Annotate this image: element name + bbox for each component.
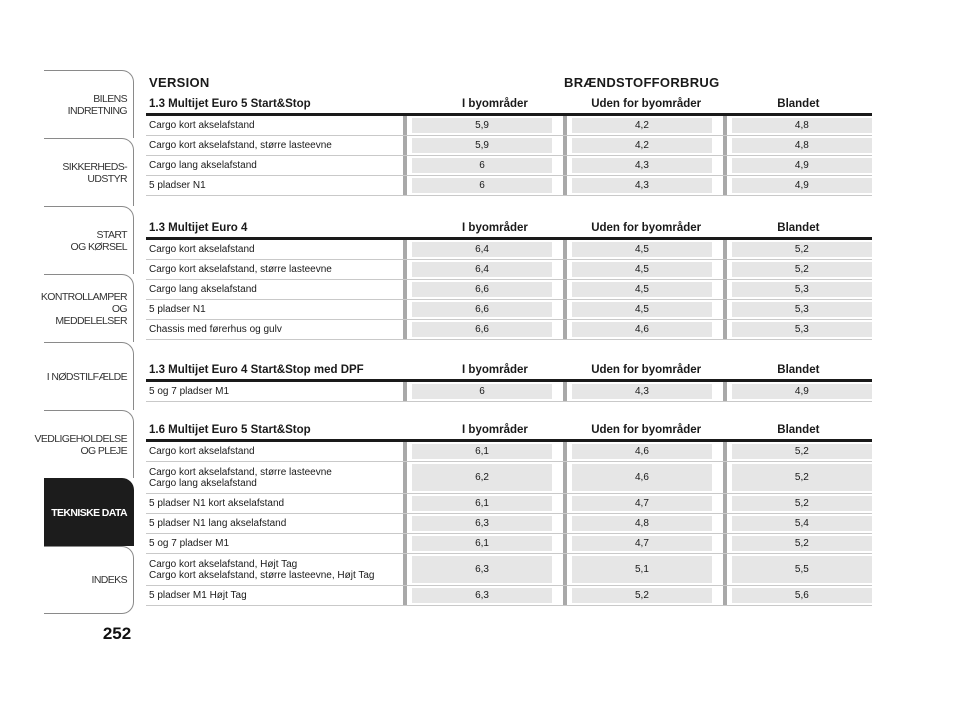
row-label: 5 pladser N1 kort akselafstand: [149, 498, 285, 509]
row-label: Cargo kort akselafstand: [149, 446, 255, 457]
combined-value: 4,8: [732, 118, 872, 133]
table-row: [146, 554, 872, 586]
tab-label: KONTROLLAMPER OG MEDDELELSER: [40, 290, 127, 327]
tab-label: VEDLIGEHOLDELSE OG PLEJE: [34, 432, 127, 457]
combined-value: 4,9: [732, 384, 872, 399]
extra-urban-value: 4,5: [572, 262, 712, 277]
extra-urban-value: 4,8: [572, 516, 712, 531]
city-value: 6: [412, 158, 552, 173]
cell-gap: [552, 260, 563, 279]
table-row: [146, 320, 872, 340]
cell-gap: [712, 280, 723, 299]
cell-gap: [712, 240, 723, 259]
tab-label: I NØDSTILFÆLDE: [46, 370, 127, 383]
cell-gap: [712, 300, 723, 319]
city-value: 6: [412, 384, 552, 399]
cell-gap: [712, 156, 723, 175]
row-label: 5 pladser M1 Højt Tag: [149, 590, 247, 601]
city-value: 6,6: [412, 282, 552, 297]
cell-gap: [552, 534, 563, 553]
row-label: Cargo kort akselafstand, større lasteevne: [149, 140, 332, 151]
row-label: 5 pladser N1: [149, 180, 206, 191]
section-header: [146, 218, 872, 240]
extra-urban-value: 4,3: [572, 178, 712, 193]
row-label: Cargo kort akselafstand, større lasteevne: [149, 264, 332, 275]
section-title: 1.3 Multijet Euro 5 Start&Stop: [149, 98, 311, 110]
table-row: [146, 442, 872, 462]
cell-gap: [552, 586, 563, 605]
extra-urban-value: 4,6: [572, 464, 712, 491]
cell-gap: [712, 462, 723, 493]
city-value: 6,6: [412, 322, 552, 337]
combined-value: 5,2: [732, 262, 872, 277]
combined-value: 4,9: [732, 158, 872, 173]
extra-urban-value: 4,5: [572, 282, 712, 297]
section-header: [146, 94, 872, 116]
engine-section: [146, 94, 872, 196]
cell-gap: [712, 586, 723, 605]
cell-gap: [712, 136, 723, 155]
cell-gap: [712, 260, 723, 279]
cell-gap: [552, 554, 563, 585]
column-header: Uden for byområder: [591, 424, 702, 436]
column-header: Blandet: [777, 98, 820, 110]
tab-label: INDEKS: [91, 574, 127, 586]
row-label: Cargo kort akselafstand, større lasteevne Cargo lang akselafstand: [149, 466, 332, 489]
extra-urban-value: 4,2: [572, 118, 712, 133]
city-value: 6,2: [412, 464, 552, 491]
combined-value: 5,3: [732, 302, 872, 317]
engine-section: [146, 420, 872, 606]
table-row: [146, 514, 872, 534]
combined-value: 4,8: [732, 138, 872, 153]
tab-tekniske-data[interactable]: [44, 478, 134, 546]
column-header: Uden for byområder: [591, 222, 702, 234]
cell-gap: [552, 176, 563, 195]
section-header: [146, 420, 872, 442]
cell-gap: [552, 514, 563, 533]
row-label: 5 pladser N1 lang akselafstand: [149, 518, 287, 529]
tab-vedligeholdelse-og-pleje[interactable]: [34, 410, 134, 478]
tab-indeks[interactable]: [44, 546, 134, 614]
city-value: 6,1: [412, 444, 552, 459]
combined-value: 5,4: [732, 516, 872, 531]
row-label: Chassis med førerhus og gulv: [149, 324, 282, 335]
combined-value: 5,2: [732, 536, 872, 551]
row-label: 5 pladser N1: [149, 304, 206, 315]
combined-value: 5,2: [732, 464, 872, 491]
tab-label: BILENS INDRETNING: [67, 92, 127, 117]
table-row: [146, 260, 872, 280]
combined-value: 5,2: [732, 496, 872, 511]
column-header: Uden for byområder: [591, 98, 702, 110]
column-header: I byområder: [462, 222, 528, 234]
combined-value: 5,3: [732, 322, 872, 337]
column-header: I byområder: [462, 424, 528, 436]
cell-gap: [552, 320, 563, 339]
row-label: Cargo kort akselafstand: [149, 244, 255, 255]
combined-value: 5,5: [732, 556, 872, 583]
cell-gap: [712, 382, 723, 401]
tab-i-nødstilfælde[interactable]: [44, 342, 134, 410]
city-value: 6,3: [412, 516, 552, 531]
cell-gap: [552, 300, 563, 319]
tab-label: TEKNISKE DATA: [51, 506, 127, 519]
city-value: 6,4: [412, 242, 552, 257]
cell-gap: [712, 514, 723, 533]
version-heading: VERSION: [149, 75, 210, 90]
extra-urban-value: 4,7: [572, 496, 712, 511]
tab-bilens-indretning[interactable]: [44, 70, 134, 138]
tab-label: START OG KØRSEL: [70, 228, 127, 253]
table-row: [146, 176, 872, 196]
tab-sikkerheds-udstyr[interactable]: [44, 138, 134, 206]
table-row: [146, 586, 872, 606]
city-value: 6,3: [412, 588, 552, 603]
row-label: Cargo kort akselafstand: [149, 120, 255, 131]
section-title: 1.6 Multijet Euro 5 Start&Stop: [149, 424, 311, 436]
cell-gap: [552, 494, 563, 513]
city-value: 6,1: [412, 536, 552, 551]
extra-urban-value: 4,6: [572, 322, 712, 337]
column-header: I byområder: [462, 364, 528, 376]
cell-gap: [712, 320, 723, 339]
table-row: [146, 300, 872, 320]
city-value: 6,4: [412, 262, 552, 277]
cell-gap: [552, 116, 563, 135]
page-number: 252: [102, 624, 132, 643]
column-header: Blandet: [777, 364, 820, 376]
side-tabs: [34, 70, 134, 614]
table-row: [146, 494, 872, 514]
cell-gap: [712, 176, 723, 195]
fuel-table: [146, 70, 872, 606]
cell-gap: [712, 494, 723, 513]
column-header: Uden for byområder: [591, 364, 702, 376]
table-row: [146, 240, 872, 260]
extra-urban-value: 4,5: [572, 242, 712, 257]
column-header: Blandet: [777, 424, 820, 436]
combined-value: 5,2: [732, 444, 872, 459]
engine-section: [146, 218, 872, 340]
table-row: [146, 462, 872, 494]
tab-kontrollamper-og-meddelelser[interactable]: [40, 274, 134, 342]
cell-gap: [712, 534, 723, 553]
table-row: [146, 116, 872, 136]
extra-urban-value: 5,2: [572, 588, 712, 603]
table-row: [146, 280, 872, 300]
extra-urban-value: 4,5: [572, 302, 712, 317]
cell-gap: [712, 554, 723, 585]
column-header: I byområder: [462, 98, 528, 110]
table-row: [146, 382, 872, 402]
combined-value: 5,3: [732, 282, 872, 297]
extra-urban-value: 5,1: [572, 556, 712, 583]
table-row: [146, 136, 872, 156]
cell-gap: [552, 156, 563, 175]
fuel-consumption-heading: BRÆNDSTOFFORBRUG: [564, 75, 720, 90]
extra-urban-value: 4,7: [572, 536, 712, 551]
row-label: Cargo lang akselafstand: [149, 284, 257, 295]
tab-start-og-kørsel[interactable]: [44, 206, 134, 274]
combined-value: 5,6: [732, 588, 872, 603]
engine-section: [146, 360, 872, 402]
row-label: 5 og 7 pladser M1: [149, 386, 230, 397]
cell-gap: [552, 462, 563, 493]
cell-gap: [712, 116, 723, 135]
city-value: 6: [412, 178, 552, 193]
cell-gap: [552, 382, 563, 401]
table-row: [146, 156, 872, 176]
cell-gap: [552, 280, 563, 299]
tab-label: SIKKERHEDS- UDSTYR: [62, 160, 127, 185]
extra-urban-value: 4,6: [572, 444, 712, 459]
column-header: Blandet: [777, 222, 820, 234]
cell-gap: [552, 136, 563, 155]
section-title: 1.3 Multijet Euro 4 Start&Stop med DPF: [149, 364, 364, 376]
city-value: 6,1: [412, 496, 552, 511]
city-value: 6,3: [412, 556, 552, 583]
table-row: [146, 534, 872, 554]
cell-gap: [552, 442, 563, 461]
cell-gap: [712, 442, 723, 461]
city-value: 5,9: [412, 138, 552, 153]
combined-value: 4,9: [732, 178, 872, 193]
cell-gap: [552, 240, 563, 259]
extra-urban-value: 4,3: [572, 158, 712, 173]
table-top-header: [146, 70, 872, 94]
city-value: 6,6: [412, 302, 552, 317]
extra-urban-value: 4,2: [572, 138, 712, 153]
section-header: [146, 360, 872, 382]
row-label: Cargo kort akselafstand, Højt Tag Cargo kort akselafstand, større lasteevne, Højt Tag: [149, 558, 375, 581]
section-title: 1.3 Multijet Euro 4: [149, 222, 248, 234]
row-label: 5 og 7 pladser M1: [149, 538, 230, 549]
row-label: Cargo lang akselafstand: [149, 160, 257, 171]
combined-value: 5,2: [732, 242, 872, 257]
extra-urban-value: 4,3: [572, 384, 712, 399]
city-value: 5,9: [412, 118, 552, 133]
